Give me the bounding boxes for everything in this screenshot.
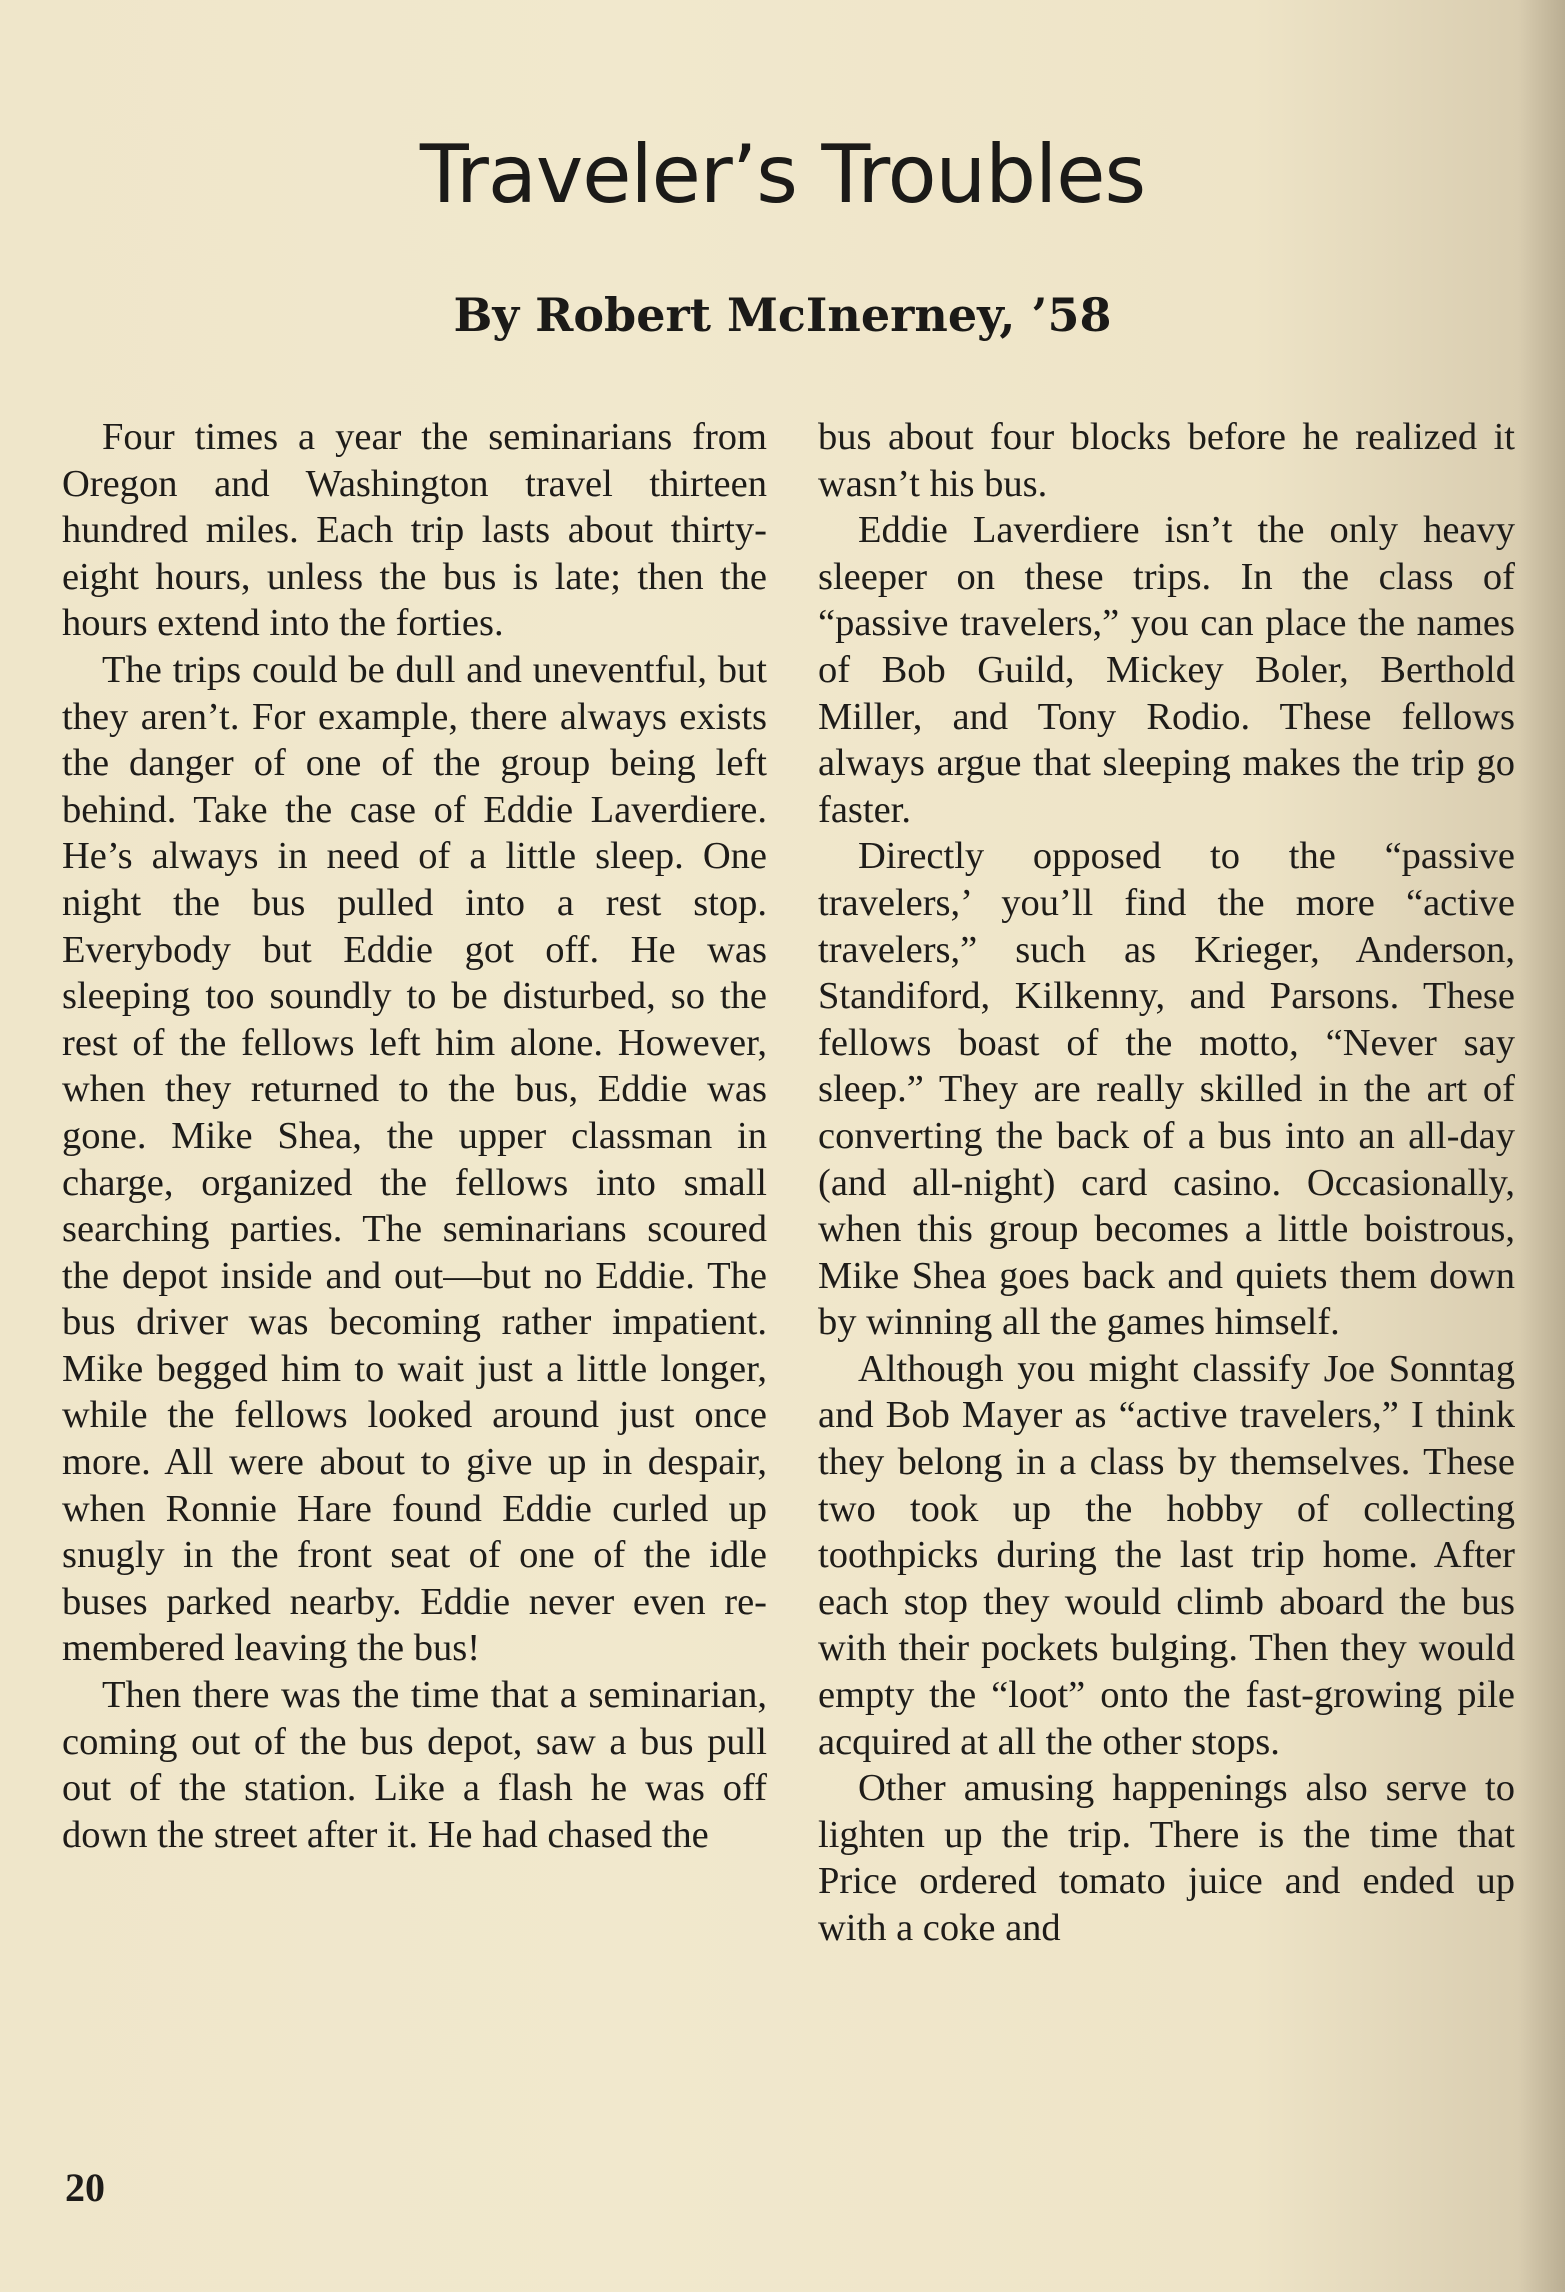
left-column — [62, 414, 767, 1858]
paragraph: Eddie Laverdiere isn’t the only heavy sleeper on these trips. In the class of “passive travelers,” you can place the names of Bob Guild, Mickey Boler, Berthold Miller, and Tony Rodio. These fellows always argue that sleeping makes the trip go faster. — [818, 509, 1515, 831]
paragraph-continuation: bus about four blocks before he realized it wasn’t his bus. — [818, 416, 1515, 505]
page-number: 20 — [65, 2165, 105, 2210]
paragraph: Then there was the time that a seminarian, coming out of the bus depot, saw a bus pull out of the station. Like a flash he was off down the street after it. He had chased the — [62, 1674, 767, 1856]
article-byline: By Robert McInerney, ’58 — [453, 288, 1112, 342]
paragraph: Other amusing happenings also serve to lighten up the trip. There is the time that Price ordered tomato juice and ended up with a coke and — [818, 1767, 1515, 1949]
paragraph: The trips could be dull and uneventful, but they aren’t. For example, there always exists the danger of one of the group being left behind. Take the case of Eddie Laverdiere. He’s always in need of a little sleep. One night the bus pulled into a rest stop. Everybody but Eddie got off. He was sleeping too soundly to be disturbed, so the rest of the fellows left him alone. However, when they returned to the bus, Eddie was gone. Mike Shea, the upper classman in charge, organized the fellows into small searching parties. The seminarians scoured the depot inside and out—but no Eddie. The bus driver was becoming rather impatient. Mike begged him to wait just a little longer, while the fellows looked around just once more. All were about to give up in despair, when Ronnie Hare found Eddie curled up snugly in the front seat of one of the idle buses parked nearby. Eddie never even remembered leaving the bus! — [62, 648, 767, 1670]
article-title: Traveler’s Troubles — [419, 128, 1146, 221]
paragraph: Four times a year the seminarians from Oregon and Washington travel thirteen hundred miles. Each trip lasts about thirty-eight hours, unless the bus is late; then the hours extend into the forties. — [62, 416, 767, 645]
right-column — [818, 414, 1515, 1952]
paragraph: Directly opposed to the “passive travelers,’ you’ll find the more “active travelers,” such as Krieger, Anderson, Standiford, Kilkenny, and Parsons. These fellows boast of the motto, “Never say sleep.” They are really skilled in the art of converting the back of a bus into an all-day (and all-night) card casino. Occasionally, when this group becomes a little boistrous, Mike Shea goes back and quiets them down by winning all the games himself. — [818, 835, 1515, 1344]
paragraph: Although you might classify Joe Sonntag and Bob Mayer as “active travelers,” I think they belong in a class by themselves. These two took up the hobby of collecting toothpicks during the last trip home. After each stop they would climb aboard the bus with their pockets bulging. Then they would empty the “loot” onto the fast-growing pile acquired at all the other stops. — [818, 1347, 1515, 1763]
